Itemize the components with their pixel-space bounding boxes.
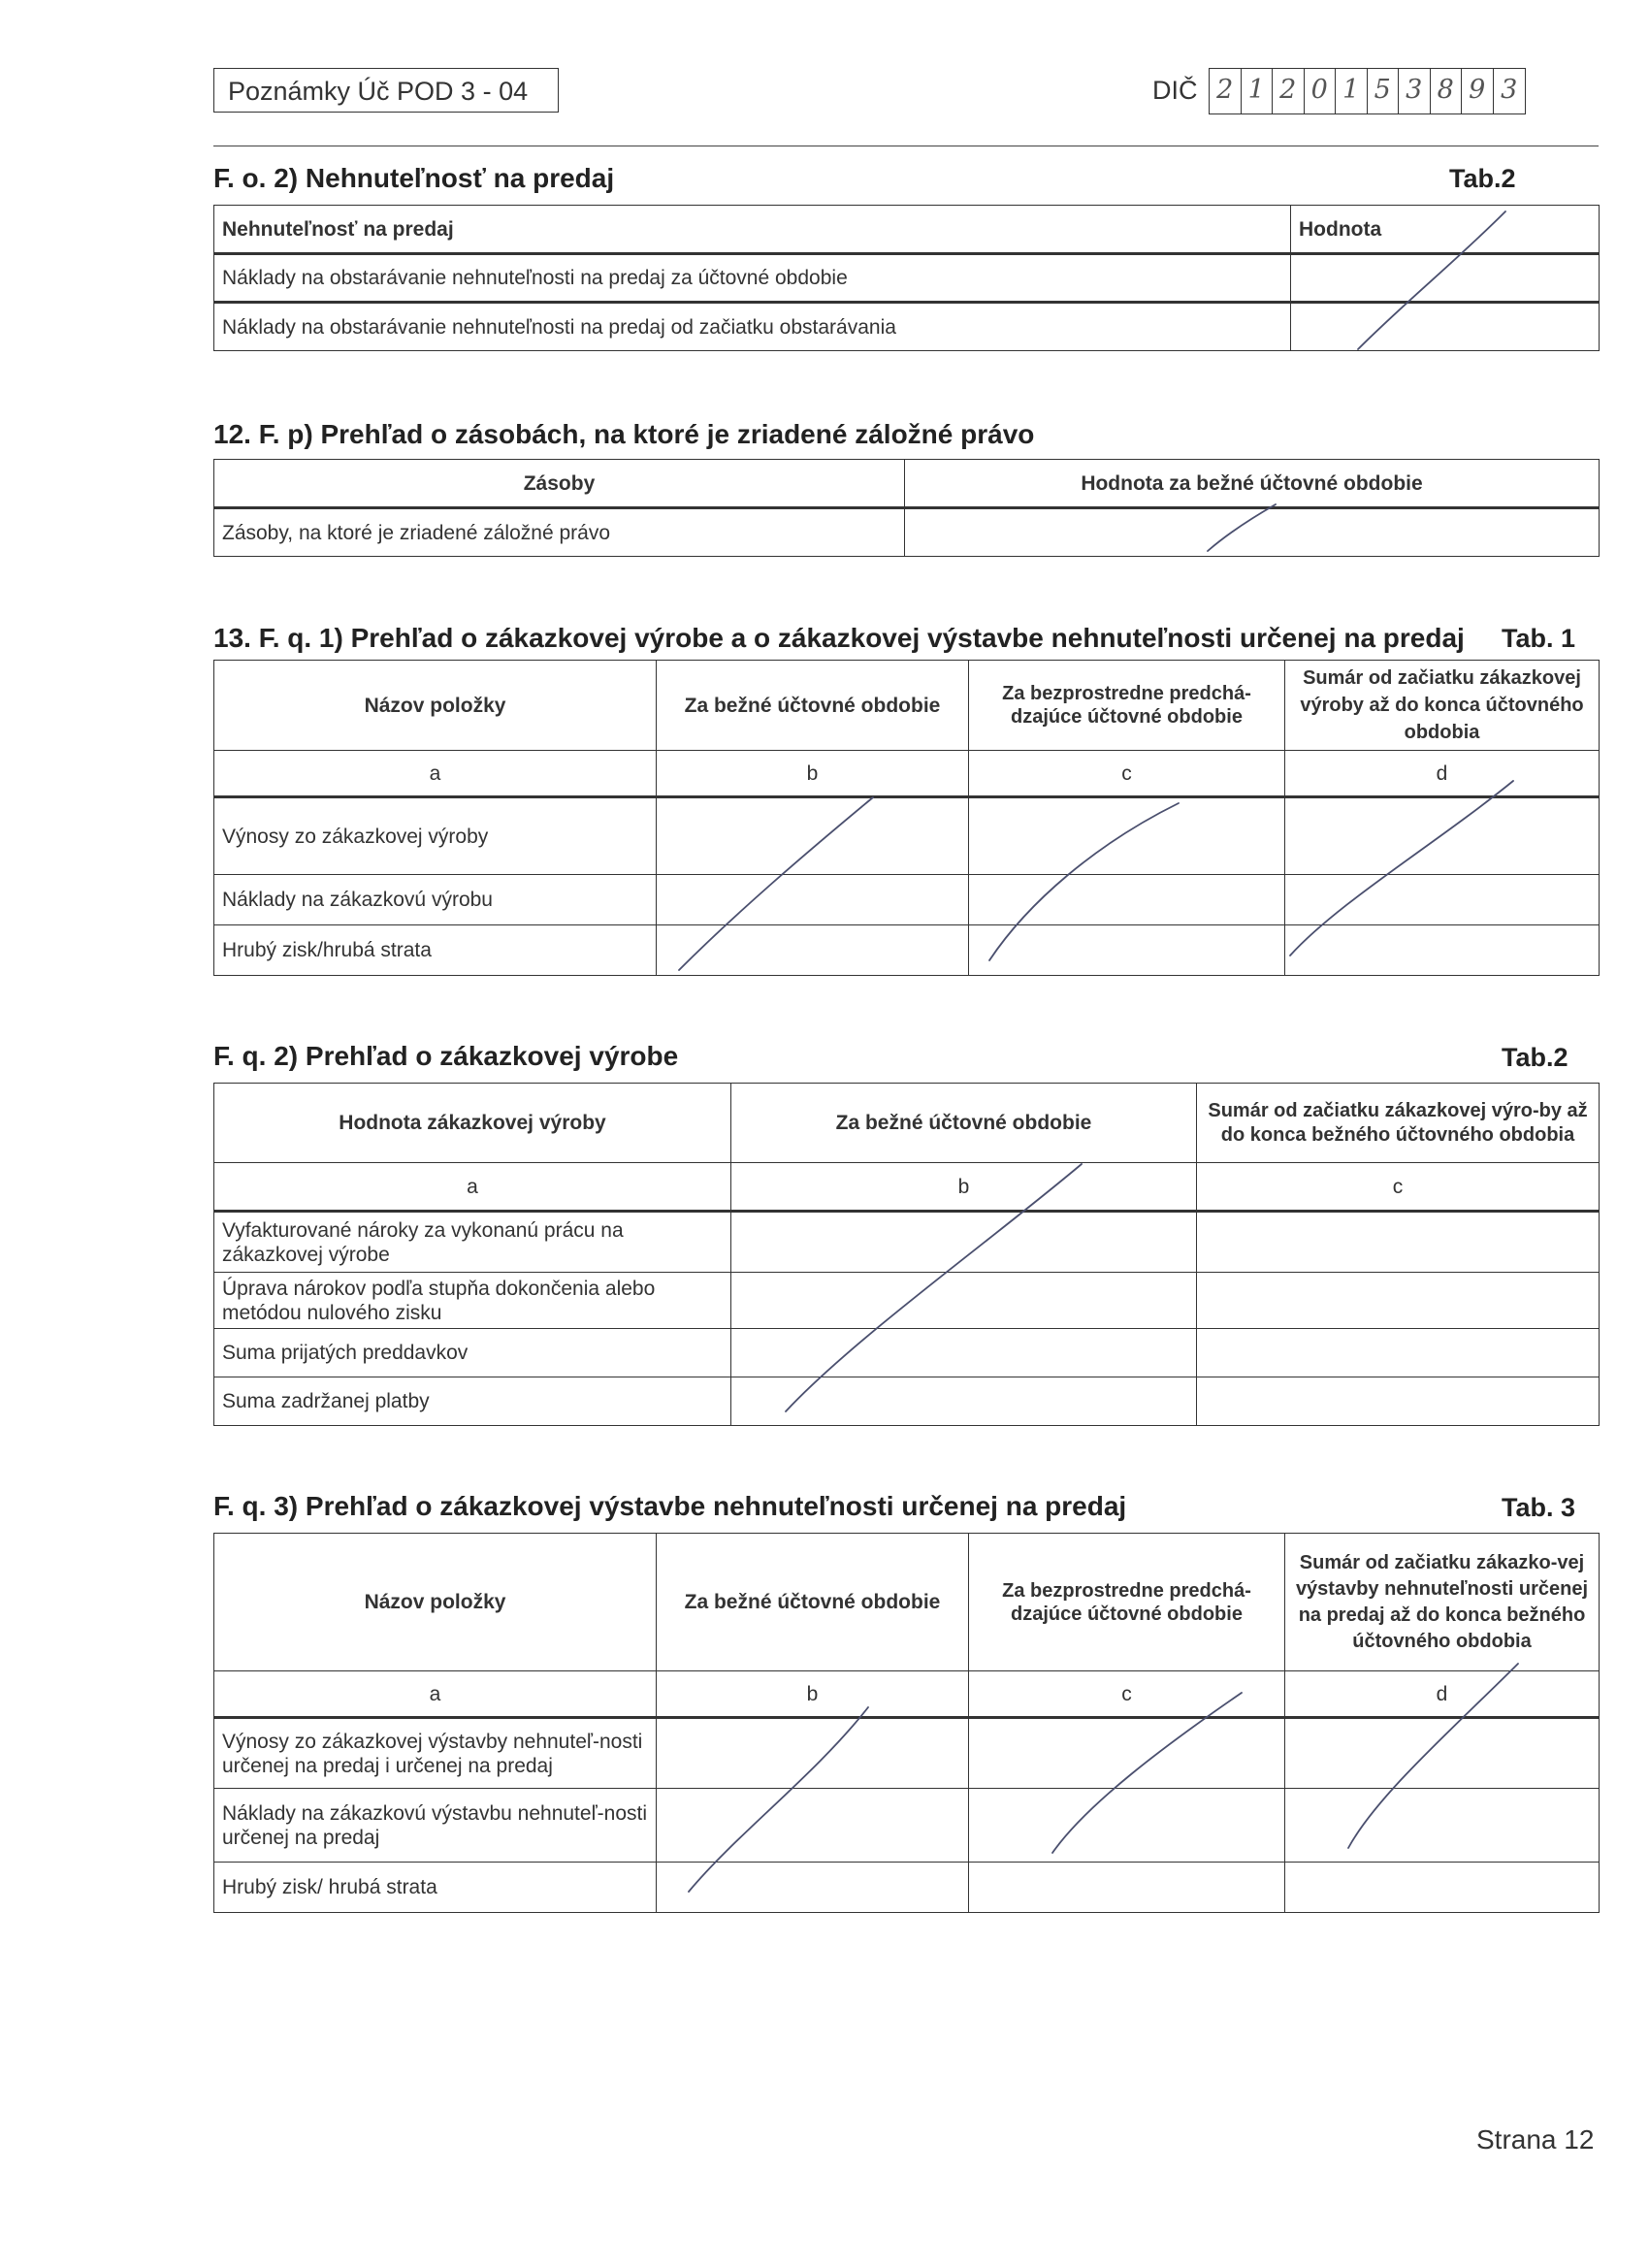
column-letter: c	[969, 751, 1285, 797]
dic-digit: 3	[1399, 69, 1431, 113]
form-code-box: Poznámky Úč POD 3 - 04	[213, 68, 559, 113]
dic-digit: 2	[1210, 69, 1242, 113]
value-cell[interactable]	[657, 875, 969, 925]
row-label: Vyfakturované nároky za vykonanú prácu na zákazkovej výrobe	[214, 1212, 731, 1273]
value-cell[interactable]	[969, 1718, 1285, 1789]
value-cell[interactable]	[657, 797, 969, 875]
section-title-fq2: F. q. 2) Prehľad o zákazkovej výrobe	[213, 1041, 679, 1071]
row-label: Náklady na obstarávanie nehnuteľnosti na predaj od začiatku obstarávania	[214, 303, 1291, 351]
column-header: Za bežné účtovné obdobie	[731, 1084, 1197, 1163]
column-letter: a	[214, 1163, 731, 1212]
column-header: Hodnota za bežné účtovné obdobie	[905, 460, 1600, 508]
dic-digit: 3	[1501, 75, 1518, 105]
section-title-fo2: F. o. 2) Nehnuteľnosť na predaj	[213, 163, 615, 193]
column-header: Za bežné účtovné obdobie	[657, 1534, 969, 1671]
column-header: Za bežné účtovné obdobie	[657, 661, 969, 751]
section-title-fq3: F. q. 3) Prehľad o zákazkovej výstavbe nehnuteľnosti určenej na predaj	[213, 1491, 1127, 1521]
column-letter: a	[214, 1671, 657, 1718]
value-cell[interactable]	[657, 925, 969, 976]
row-label: Suma zadržanej platby	[214, 1377, 731, 1426]
value-cell[interactable]	[1197, 1273, 1600, 1329]
column-header: Sumár od začiatku zákazkovej výroby až do konca účtovného obdobia	[1285, 661, 1600, 751]
value-cell[interactable]	[1285, 925, 1600, 976]
value-cell[interactable]	[731, 1273, 1197, 1329]
column-header: Sumár od začiatku zákazkovej výro-by až do konca bežného účtovného obdobia	[1197, 1084, 1600, 1163]
tab-number-13fq1: Tab. 1	[1502, 624, 1576, 653]
value-cell[interactable]	[1197, 1212, 1600, 1273]
column-letter: b	[731, 1163, 1197, 1212]
section-title-13fq1: 13. F. q. 1) Prehľad o zákazkovej výrobe a o zákazkovej výstavbe nehnuteľnosti určenej na predaj	[213, 623, 1465, 653]
table-fo2	[213, 205, 1600, 351]
column-letter: c	[1197, 1163, 1600, 1212]
tab-number-fq2: Tab.2	[1502, 1043, 1568, 1072]
column-letter: d	[1285, 1671, 1600, 1718]
value-cell[interactable]	[1285, 875, 1600, 925]
value-cell[interactable]	[905, 508, 1600, 557]
column-letter: b	[657, 751, 969, 797]
section-title-12fp: 12. F. p) Prehľad o zásobách, na ktoré je zriadené záložné právo	[213, 419, 1035, 449]
value-cell[interactable]	[969, 1863, 1285, 1913]
value-cell[interactable]	[657, 1789, 969, 1863]
row-label: Zásoby, na ktoré je zriadené záložné právo	[214, 508, 905, 557]
column-letter: d	[1285, 751, 1600, 797]
dic-digit: 9	[1462, 69, 1494, 113]
row-label: Výnosy zo zákazkovej výstavby nehnuteľ-nosti určenej na predaj i určenej na predaj	[214, 1718, 657, 1789]
dic-digit: 1	[1242, 69, 1274, 113]
value-cell[interactable]	[731, 1329, 1197, 1377]
column-letter: c	[969, 1671, 1285, 1718]
column-header: Zásoby	[214, 460, 905, 508]
dic-digit: 8	[1431, 69, 1463, 113]
row-label: Suma prijatých preddavkov	[214, 1329, 731, 1377]
tab-number-fq3: Tab. 3	[1502, 1493, 1576, 1522]
dic-digit: 0	[1305, 69, 1337, 113]
value-cell[interactable]	[1285, 1789, 1600, 1863]
value-cell[interactable]	[969, 797, 1285, 875]
row-label: Náklady na obstarávanie nehnuteľnosti na predaj za účtovné obdobie	[214, 254, 1291, 303]
value-cell[interactable]	[731, 1212, 1197, 1273]
column-header: Za bezprostredne predchá-dzajúce účtovné obdobie	[969, 1534, 1285, 1671]
column-header: Sumár od začiatku zákazko-vej výstavby nehnuteľnosti určenej na predaj až do konca bežného účtovného obdobia	[1285, 1534, 1600, 1671]
table-fq2	[213, 1083, 1600, 1426]
value-cell[interactable]	[1285, 1718, 1600, 1789]
dic-label: DIČ	[1152, 76, 1198, 105]
column-header: Nehnuteľnosť na predaj	[214, 206, 1291, 254]
value-cell[interactable]	[1197, 1377, 1600, 1426]
value-cell[interactable]	[657, 1718, 969, 1789]
tab-number-fo2: Tab.2	[1449, 164, 1516, 193]
value-cell[interactable]	[969, 875, 1285, 925]
column-letter: b	[657, 1671, 969, 1718]
value-cell[interactable]	[1291, 303, 1600, 351]
value-cell[interactable]	[1197, 1329, 1600, 1377]
page-number: Strana 12	[1476, 2124, 1595, 2155]
value-cell[interactable]	[1285, 797, 1600, 875]
value-cell[interactable]	[969, 1789, 1285, 1863]
row-label: Úprava nárokov podľa stupňa dokončenia alebo metódou nulového zisku	[214, 1273, 731, 1329]
column-header: Hodnota	[1291, 206, 1600, 254]
row-label: Náklady na zákazkovú výrobu	[214, 875, 657, 925]
row-label: Hrubý zisk/ hrubá strata	[214, 1863, 657, 1913]
row-label: Náklady na zákazkovú výstavbu nehnuteľ-nosti určenej na predaj	[214, 1789, 657, 1863]
column-header: Hodnota zákazkovej výroby	[214, 1084, 731, 1163]
column-header: Za bezprostredne predchá-dzajúce účtovné obdobie	[969, 661, 1285, 751]
dic-digit: 2	[1273, 69, 1305, 113]
dic-digit: 1	[1336, 69, 1368, 113]
row-label: Výnosy zo zákazkovej výroby	[214, 797, 657, 875]
row-label: Hrubý zisk/hrubá strata	[214, 925, 657, 976]
column-header: Názov položky	[214, 661, 657, 751]
table-12fp	[213, 459, 1600, 557]
value-cell[interactable]	[1285, 1863, 1600, 1913]
dic-digit: 5	[1368, 69, 1400, 113]
value-cell[interactable]	[731, 1377, 1197, 1426]
dic-boxes	[1209, 68, 1526, 114]
column-letter: a	[214, 751, 657, 797]
table-fq3	[213, 1533, 1600, 1913]
value-cell[interactable]	[657, 1863, 969, 1913]
table-13fq1	[213, 660, 1600, 976]
value-cell[interactable]	[1291, 254, 1600, 303]
value-cell[interactable]	[969, 925, 1285, 976]
column-header: Názov položky	[214, 1534, 657, 1671]
